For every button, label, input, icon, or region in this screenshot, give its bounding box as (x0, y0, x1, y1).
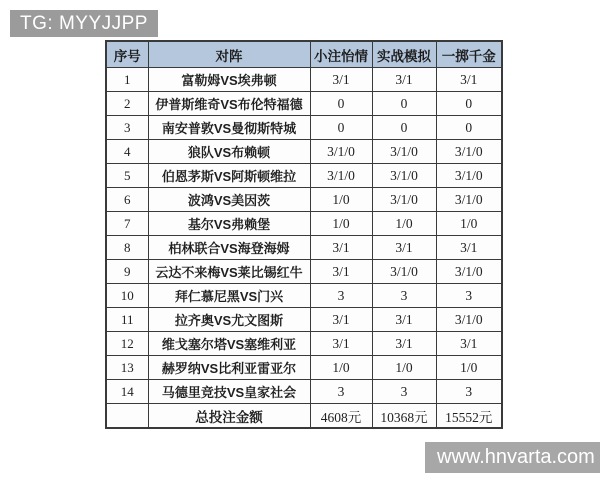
row-number-cell: 8 (106, 236, 148, 260)
simulation-cell: 3/1/0 (372, 164, 436, 188)
table-row (106, 188, 502, 212)
small-stake-cell: 3/1 (310, 308, 372, 332)
table-row (106, 116, 502, 140)
row-number-cell: 9 (106, 260, 148, 284)
header-small-stake: 小注怡情 (310, 41, 372, 68)
match-name-cell: 狼队VS布赖顿 (148, 140, 310, 164)
simulation-cell: 1/0 (372, 212, 436, 236)
small-stake-cell: 0 (310, 92, 372, 116)
small-stake-cell: 1/0 (310, 356, 372, 380)
small-stake-cell: 3/1/0 (310, 140, 372, 164)
table-row (106, 284, 502, 308)
row-number-cell: 3 (106, 116, 148, 140)
table-footer (106, 404, 502, 429)
simulation-cell: 0 (372, 92, 436, 116)
tg-channel-badge: TG: MYYJJPP (10, 10, 158, 37)
row-number-cell: 4 (106, 140, 148, 164)
big-stake-cell: 3/1/0 (436, 308, 502, 332)
small-stake-cell: 1/0 (310, 188, 372, 212)
match-name-cell: 伯恩茅斯VS阿斯顿维拉 (148, 164, 310, 188)
header-serial-number: 序号 (106, 41, 148, 68)
table-header (106, 41, 502, 68)
small-stake-cell: 3 (310, 284, 372, 308)
simulation-cell: 3 (372, 284, 436, 308)
small-stake-cell: 3/1 (310, 260, 372, 284)
big-stake-cell: 1/0 (436, 212, 502, 236)
table-row (106, 68, 502, 92)
table-row (106, 92, 502, 116)
simulation-cell: 3/1 (372, 236, 436, 260)
table-row (106, 212, 502, 236)
match-name-cell: 马德里竞技VS皇家社会 (148, 380, 310, 404)
total-small-stake: 4608元 (310, 404, 372, 429)
row-number-cell: 6 (106, 188, 148, 212)
table-row (106, 260, 502, 284)
small-stake-cell: 3 (310, 380, 372, 404)
total-simulation: 10368元 (372, 404, 436, 429)
match-name-cell: 波鸿VS美因茨 (148, 188, 310, 212)
total-row (106, 404, 502, 429)
header-match: 对阵 (148, 41, 310, 68)
table-row (106, 356, 502, 380)
match-name-cell: 赫罗纳VS比利亚雷亚尔 (148, 356, 310, 380)
header-simulation: 实战模拟 (372, 41, 436, 68)
small-stake-cell: 0 (310, 116, 372, 140)
simulation-cell: 3/1/0 (372, 260, 436, 284)
match-name-cell: 柏林联合VS海登海姆 (148, 236, 310, 260)
table-body (106, 68, 502, 404)
simulation-cell: 3/1 (372, 332, 436, 356)
simulation-cell: 3/1/0 (372, 140, 436, 164)
big-stake-cell: 3/1/0 (436, 260, 502, 284)
table-row (106, 236, 502, 260)
row-number-cell: 7 (106, 212, 148, 236)
match-name-cell: 富勒姆VS埃弗顿 (148, 68, 310, 92)
small-stake-cell: 3/1 (310, 332, 372, 356)
match-name-cell: 云达不来梅VS莱比锡红牛 (148, 260, 310, 284)
simulation-cell: 3/1 (372, 308, 436, 332)
table-row (106, 332, 502, 356)
row-number-cell: 5 (106, 164, 148, 188)
small-stake-cell: 3/1 (310, 236, 372, 260)
small-stake-cell: 3/1 (310, 68, 372, 92)
big-stake-cell: 0 (436, 92, 502, 116)
big-stake-cell: 3/1/0 (436, 188, 502, 212)
row-number-cell: 14 (106, 380, 148, 404)
simulation-cell: 3 (372, 380, 436, 404)
big-stake-cell: 1/0 (436, 356, 502, 380)
match-name-cell: 基尔VS弗赖堡 (148, 212, 310, 236)
betting-table (105, 40, 503, 429)
match-name-cell: 南安普敦VS曼彻斯特城 (148, 116, 310, 140)
match-name-cell: 伊普斯维奇VS布伦特福德 (148, 92, 310, 116)
small-stake-cell: 3/1/0 (310, 164, 372, 188)
table-row (106, 164, 502, 188)
small-stake-cell: 1/0 (310, 212, 372, 236)
big-stake-cell: 3/1/0 (436, 164, 502, 188)
simulation-cell: 1/0 (372, 356, 436, 380)
table-row (106, 308, 502, 332)
total-big-stake: 15552元 (436, 404, 502, 429)
big-stake-cell: 3/1 (436, 68, 502, 92)
big-stake-cell: 3/1/0 (436, 140, 502, 164)
simulation-cell: 3/1/0 (372, 188, 436, 212)
match-name-cell: 拜仁慕尼黑VS门兴 (148, 284, 310, 308)
row-number-cell: 11 (106, 308, 148, 332)
table-row (106, 380, 502, 404)
match-name-cell: 维戈塞尔塔VS塞维利亚 (148, 332, 310, 356)
big-stake-cell: 3/1 (436, 332, 502, 356)
big-stake-cell: 3 (436, 380, 502, 404)
row-number-cell: 2 (106, 92, 148, 116)
big-stake-cell: 3 (436, 284, 502, 308)
header-row (106, 41, 502, 68)
row-number-cell: 10 (106, 284, 148, 308)
row-number-cell: 13 (106, 356, 148, 380)
total-serial-cell (106, 404, 148, 429)
total-label: 总投注金额 (148, 404, 310, 429)
match-name-cell: 拉齐奥VS尤文图斯 (148, 308, 310, 332)
row-number-cell: 1 (106, 68, 148, 92)
simulation-cell: 0 (372, 116, 436, 140)
row-number-cell: 12 (106, 332, 148, 356)
big-stake-cell: 3/1 (436, 236, 502, 260)
table-row (106, 140, 502, 164)
big-stake-cell: 0 (436, 116, 502, 140)
simulation-cell: 3/1 (372, 68, 436, 92)
header-big-stake: 一掷千金 (436, 41, 502, 68)
site-watermark: www.hnvarta.com (425, 442, 600, 473)
